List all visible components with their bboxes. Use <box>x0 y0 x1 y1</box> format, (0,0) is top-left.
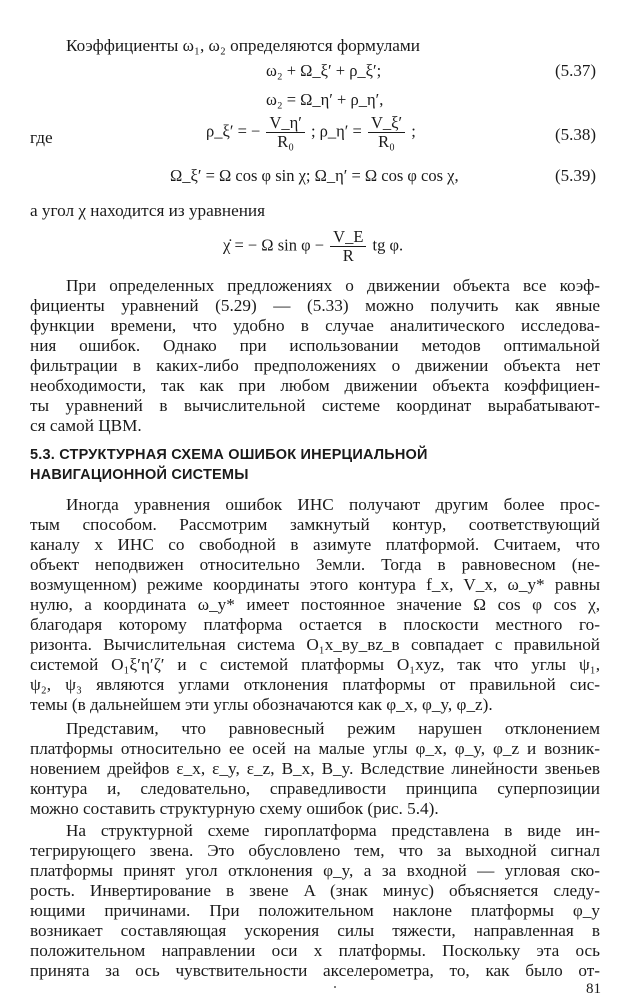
text-line: фициенты уравнений (5.29) — (5.33) можно получить как явные <box>30 296 600 315</box>
equation-omega2 <box>266 90 383 110</box>
intro-text: Коэффициенты ω₁, ω₂ определяются формулами <box>66 36 421 55</box>
equation-omega1-text: ω₂ + Ω_ξ′ + ρ_ξ′; <box>266 61 382 80</box>
paragraph4-line <box>66 821 600 841</box>
equation-rho <box>206 114 416 151</box>
where-label <box>30 128 53 148</box>
section-heading-line2: НАВИГАЦИОННОЙ СИСТЕМЫ <box>30 467 249 483</box>
rho-xi-lhs: ρ_ξ′ = − <box>206 121 261 141</box>
paragraph2-line <box>30 515 600 535</box>
paragraph4-line <box>30 881 600 901</box>
text-line: Иногда уравнения ошибок ИНС получают другим более прос- <box>66 495 600 514</box>
paragraph2-line <box>66 495 600 515</box>
paragraph3-line <box>30 759 600 779</box>
text-line: нулю, а координата ω_y* имеет постоянное значение Ω cos φ cos χ, <box>30 595 600 614</box>
text-line: благодаря которому платформа остается в плоскости местного го- <box>30 615 600 634</box>
text-line: ся самой ЦВМ. <box>30 416 142 435</box>
section-heading <box>30 445 428 485</box>
paragraph2-line <box>30 575 600 595</box>
rho-eta-fraction <box>368 114 405 151</box>
rho-eta-denominator: R₀ <box>378 132 395 151</box>
paragraph4-line <box>30 941 600 961</box>
paragraph2-line <box>30 535 600 555</box>
chi-denominator: R <box>342 246 354 265</box>
equation-omega-components <box>170 166 459 186</box>
paragraph4-line <box>30 861 600 881</box>
text-line: контура и, следовательно, справедливости принципа суперпозиции <box>30 779 600 798</box>
text-line: ризонта. Вычислительная система O₁x_вy_вz_в совпадает с правильной <box>30 635 600 654</box>
chi-intro-text: а угол χ находится из уравнения <box>30 201 266 220</box>
text-line: темы (в дальнейшем эти углы обозначаются как φ_x, φ_y, φ_z). <box>30 695 493 714</box>
equation-number-5-37 <box>555 61 596 81</box>
text-line: можно составить структурную схему ошибок (рис. 5.4). <box>30 799 439 818</box>
text-line: положительном направлении оси x платформы. Поскольку эта ось <box>30 941 600 960</box>
section-heading-line1: 5.3. СТРУКТУРНАЯ СХЕМА ОШИБОК ИНЕРЦИАЛЬНОЙ <box>30 447 428 463</box>
text-line: системой O₁ξ′η′ζ′ и с системой платформы O₁xyz, так что углы ψ₁, <box>30 655 600 674</box>
chi-fraction <box>330 228 366 265</box>
paragraph4-line <box>30 841 600 861</box>
page-number: 81 <box>586 981 601 997</box>
paragraph4-line <box>30 901 600 921</box>
rho-xi-denominator: R₀ <box>277 132 295 151</box>
where-text: где <box>30 128 53 147</box>
paragraph2-line <box>30 695 493 715</box>
paragraph1-line <box>30 316 600 336</box>
text-line: принята за ось чувствительности акселерометра, то, как было от- <box>30 961 600 980</box>
equation-number-5-39 <box>555 166 596 186</box>
paragraph1-line <box>30 296 600 316</box>
paragraph4-line <box>30 961 600 981</box>
text-line: необходимости, так как при любом движении объекта коэффициен- <box>30 376 600 395</box>
rho-eta-lhs: ; ρ_η′ = <box>310 121 362 141</box>
paragraph3-line <box>30 799 439 819</box>
text-line: функции времени, что удобно в случае аналитического исследова- <box>30 316 600 335</box>
chi-numerator: V_E <box>330 228 366 247</box>
text-line: рость. Инвертирование в звене A (знак минус) объясняется следу- <box>30 881 600 900</box>
intro-line <box>66 36 420 56</box>
text-line: возмущенном) режиме координаты этого контура f_x, V_x, ω_y* равны <box>30 575 600 594</box>
paragraph3-line <box>30 739 600 759</box>
paragraph2-line <box>30 675 600 695</box>
equation-chi <box>223 228 403 265</box>
equation-omega1 <box>266 61 381 81</box>
equation-number-text: (5.39) <box>555 166 597 185</box>
text-line: тегрирующего звена. Это обусловлено тем, что за выходной сигнал <box>30 841 600 860</box>
text-line: При определенных предложениях о движении объекта все коэф- <box>66 276 600 295</box>
chi-rhs: tg φ. <box>372 235 404 255</box>
scan-speck <box>334 986 336 988</box>
text-line: платформы принят угол отклонения φ_y, а за входной — угловая ско- <box>30 861 600 880</box>
text-line: ющими причинами. При положительном наклоне платформы φ_y <box>30 901 600 920</box>
text-line: возникает составляющая ускорения силы тяжести, направленная в <box>30 921 600 940</box>
paragraph2-line <box>30 555 600 575</box>
paragraph1-line <box>30 396 600 416</box>
paragraph2-line <box>30 655 600 675</box>
text-line: платформы относительно ее осей на малые углы φ_x, φ_y, φ_z и возник- <box>30 739 600 758</box>
rho-eta-numerator: V_ξ′ <box>368 114 405 133</box>
text-line: ния ошибок. Однако при использовании методов оптимальной <box>30 336 600 355</box>
text-line: тым способом. Рассмотрим замкнутый контур, соответствующий <box>30 515 600 534</box>
rho-xi-numerator: V_η′ <box>266 114 304 133</box>
paragraph2-line <box>30 635 600 655</box>
text-line: ψ₂, ψ₃ являются углами отклонения платформы от правильной сис- <box>30 675 600 694</box>
equation-number-text: (5.38) <box>555 125 597 144</box>
paragraph4-line <box>30 921 600 941</box>
equation-number-5-38 <box>555 125 596 145</box>
omega-components-text: Ω_ξ′ = Ω cos φ sin χ; Ω_η′ = Ω cos φ cos χ, <box>170 166 459 185</box>
text-line: фильтрации в каких-либо предположениях о движении объекта нет <box>30 356 600 375</box>
text-line: ты уравнений в вычислительной системе координат вырабатывают- <box>30 396 600 415</box>
rho-xi-fraction <box>266 114 304 151</box>
paragraph1-line <box>66 276 600 296</box>
paragraph2-line <box>30 615 600 635</box>
text-line: На структурной схеме гироплатформа представлена в виде ин- <box>66 821 600 840</box>
text-line: объект неподвижен относительно Земли. Тогда в равновесном (не- <box>30 555 600 574</box>
paragraph1-line <box>30 356 600 376</box>
paragraph1-line <box>30 336 600 356</box>
paragraph2-line <box>30 595 600 615</box>
equation-number-text: (5.37) <box>555 61 597 80</box>
paragraph1-line <box>30 376 600 396</box>
equation-omega2-text: ω₂ = Ω_η′ + ρ_η′, <box>266 90 384 109</box>
chi-intro-line <box>30 201 265 221</box>
paragraph1-line <box>30 416 142 436</box>
chi-lhs: χ̇ = − Ω sin φ − <box>223 235 325 255</box>
paragraph3-line <box>66 719 600 739</box>
text-line: каналу x ИНС со свободной в азимуте платформой. Считаем, что <box>30 535 600 554</box>
text-line: новением дрейфов ε_x, ε_y, ε_z, B_x, B_y. Вследствие линейности звеньев <box>30 759 600 778</box>
rho-end: ; <box>411 121 416 141</box>
paragraph3-line <box>30 779 600 799</box>
text-line: Представим, что равновесный режим нарушен отклонением <box>66 719 600 738</box>
